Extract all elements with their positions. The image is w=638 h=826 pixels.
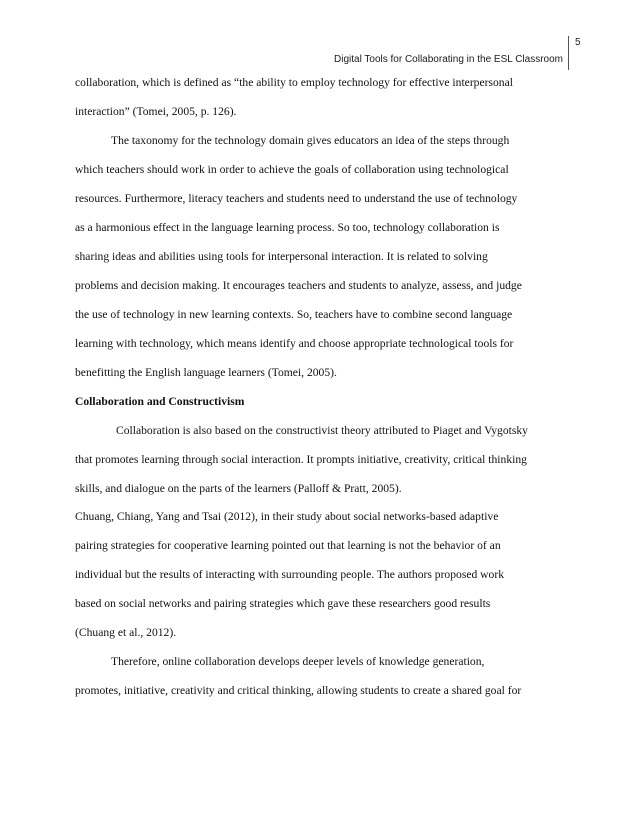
- body-line: based on social networks and pairing strategies which gave these researchers good results: [75, 597, 491, 610]
- section-heading: Collaboration and Constructivism: [75, 395, 245, 408]
- body-line: pairing strategies for cooperative learning pointed out that learning is not the behavior of an: [75, 539, 501, 552]
- paragraph-first-line: Collaboration is also based on the constructivist theory attributed to Piaget and Vygotsky: [116, 424, 528, 437]
- body-line: benefitting the English language learners (Tomei, 2005).: [75, 366, 337, 379]
- body-line: problems and decision making. It encourages teachers and students to analyze, assess, and judge: [75, 279, 522, 292]
- body-line: interaction” (Tomei, 2005, p. 126).: [75, 105, 237, 118]
- body-line: collaboration, which is defined as “the ability to employ technology for effective interpersonal: [75, 76, 513, 89]
- header-divider: [568, 36, 569, 70]
- body-line: individual but the results of interacting with surrounding people. The authors proposed work: [75, 568, 504, 581]
- body-line: skills, and dialogue on the parts of the learners (Palloff & Pratt, 2005).: [75, 482, 402, 495]
- body-line: learning with technology, which means identify and choose appropriate technological tools for: [75, 337, 514, 350]
- body-line: Chuang, Chiang, Yang and Tsai (2012), in their study about social networks-based adaptive: [75, 510, 499, 523]
- body-line: promotes, initiative, creativity and critical thinking, allowing students to create a shared goal for: [75, 684, 522, 697]
- body-line: as a harmonious effect in the language learning process. So too, technology collaboration is: [75, 221, 500, 234]
- paragraph-first-line: The taxonomy for the technology domain gives educators an idea of the steps through: [111, 134, 510, 147]
- body-line: which teachers should work in order to achieve the goals of collaboration using technological: [75, 163, 509, 176]
- running-head: Digital Tools for Collaborating in the ESL Classroom: [334, 54, 563, 65]
- body-line: the use of technology in new learning contexts. So, teachers have to combine second language: [75, 308, 513, 321]
- body-line: sharing ideas and abilities using tools for interpersonal interaction. It is related to solving: [75, 250, 488, 263]
- paragraph-first-line: Therefore, online collaboration develops deeper levels of knowledge generation,: [111, 655, 485, 668]
- page-number: 5: [575, 37, 581, 48]
- body-line: (Chuang et al., 2012).: [75, 626, 177, 639]
- body-line: that promotes learning through social interaction. It prompts initiative, creativity, critical thinking: [75, 453, 527, 466]
- body-line: resources. Furthermore, literacy teachers and students need to understand the use of technology: [75, 192, 518, 205]
